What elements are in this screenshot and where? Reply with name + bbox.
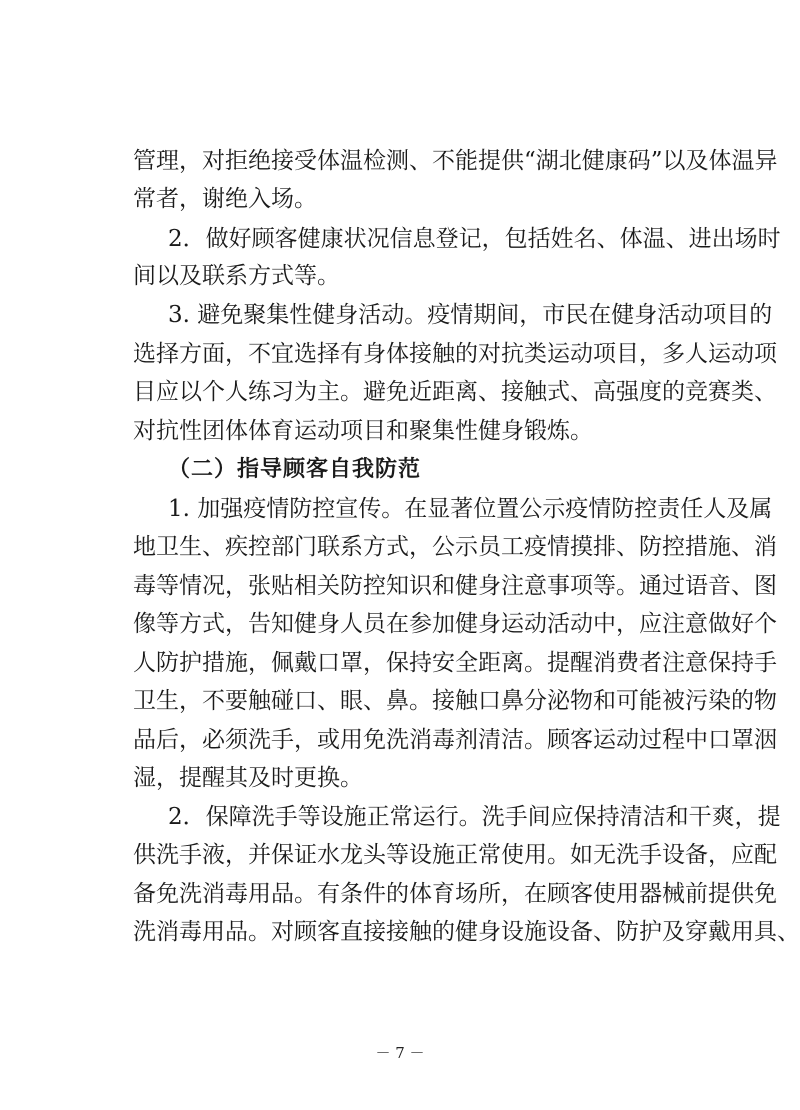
paragraph-line: 管理，对拒绝接受体温检测、不能提供“湖北健康码”以及体温异 xyxy=(133,148,778,174)
paragraph-line: 1. 加强疫情防控宣传。在显著位置公示疫情防控责任人及属 xyxy=(168,496,773,522)
paragraph-line: 2．做好顾客健康状况信息登记，包括姓名、体温、进出场时 xyxy=(168,226,781,252)
paragraph-line: 湿，提醒其及时更换。 xyxy=(133,765,363,791)
paragraph-line: 2．保障洗手等设施正常运行。洗手间应保持清洁和干爽，提 xyxy=(168,804,781,830)
paragraph-line: 目应以个人练习为主。避免近距离、接触式、高强度的竞赛类、 xyxy=(133,379,777,405)
paragraph-line: 地卫生、疾控部门联系方式，公示员工疫情摸排、防控措施、消 xyxy=(133,534,777,560)
paragraph-line: 间以及联系方式等。 xyxy=(133,263,340,289)
paragraph-line: 像等方式，告知健身人员在参加健身运动活动中，应注意做好个 xyxy=(133,611,777,637)
paragraph-line: 3. 避免聚集性健身活动。疫情期间，市民在健身活动项目的 xyxy=(168,302,773,328)
paragraph-line: 人防护措施，佩戴口罩，保持安全距离。提醒消费者注意保持手 xyxy=(133,650,777,676)
paragraph-line: 品后，必须洗手，或用免洗消毒剂清洁。顾客运动过程中口罩洇 xyxy=(133,727,777,753)
page-number: － 7 － xyxy=(375,1044,425,1062)
paragraph-line: 备免洗消毒用品。有条件的体育场所，在顾客使用器械前提供免 xyxy=(133,881,777,907)
paragraph-line: 选择方面，不宜选择有身体接触的对抗类运动项目，多人运动项 xyxy=(133,341,777,367)
paragraph-line: 卫生，不要触碰口、眼、鼻。接触口鼻分泌物和可能被污染的物 xyxy=(133,688,777,714)
paragraph-line: 洗消毒用品。对顾客直接接触的健身设施设备、防护及穿戴用具、 xyxy=(133,919,800,945)
paragraph-line: 对抗性团体体育运动项目和聚集性健身锻炼。 xyxy=(133,418,593,444)
section-heading: （二）指导顾客自我防范 xyxy=(168,457,422,482)
paragraph-line: 常者，谢绝入场。 xyxy=(133,186,317,212)
paragraph-line: 毒等情况，张贴相关防控知识和健身注意事项等。通过语音、图 xyxy=(133,573,777,599)
paragraph-line: 供洗手液，并保证水龙头等设施正常使用。如无洗手设备，应配 xyxy=(133,842,777,868)
